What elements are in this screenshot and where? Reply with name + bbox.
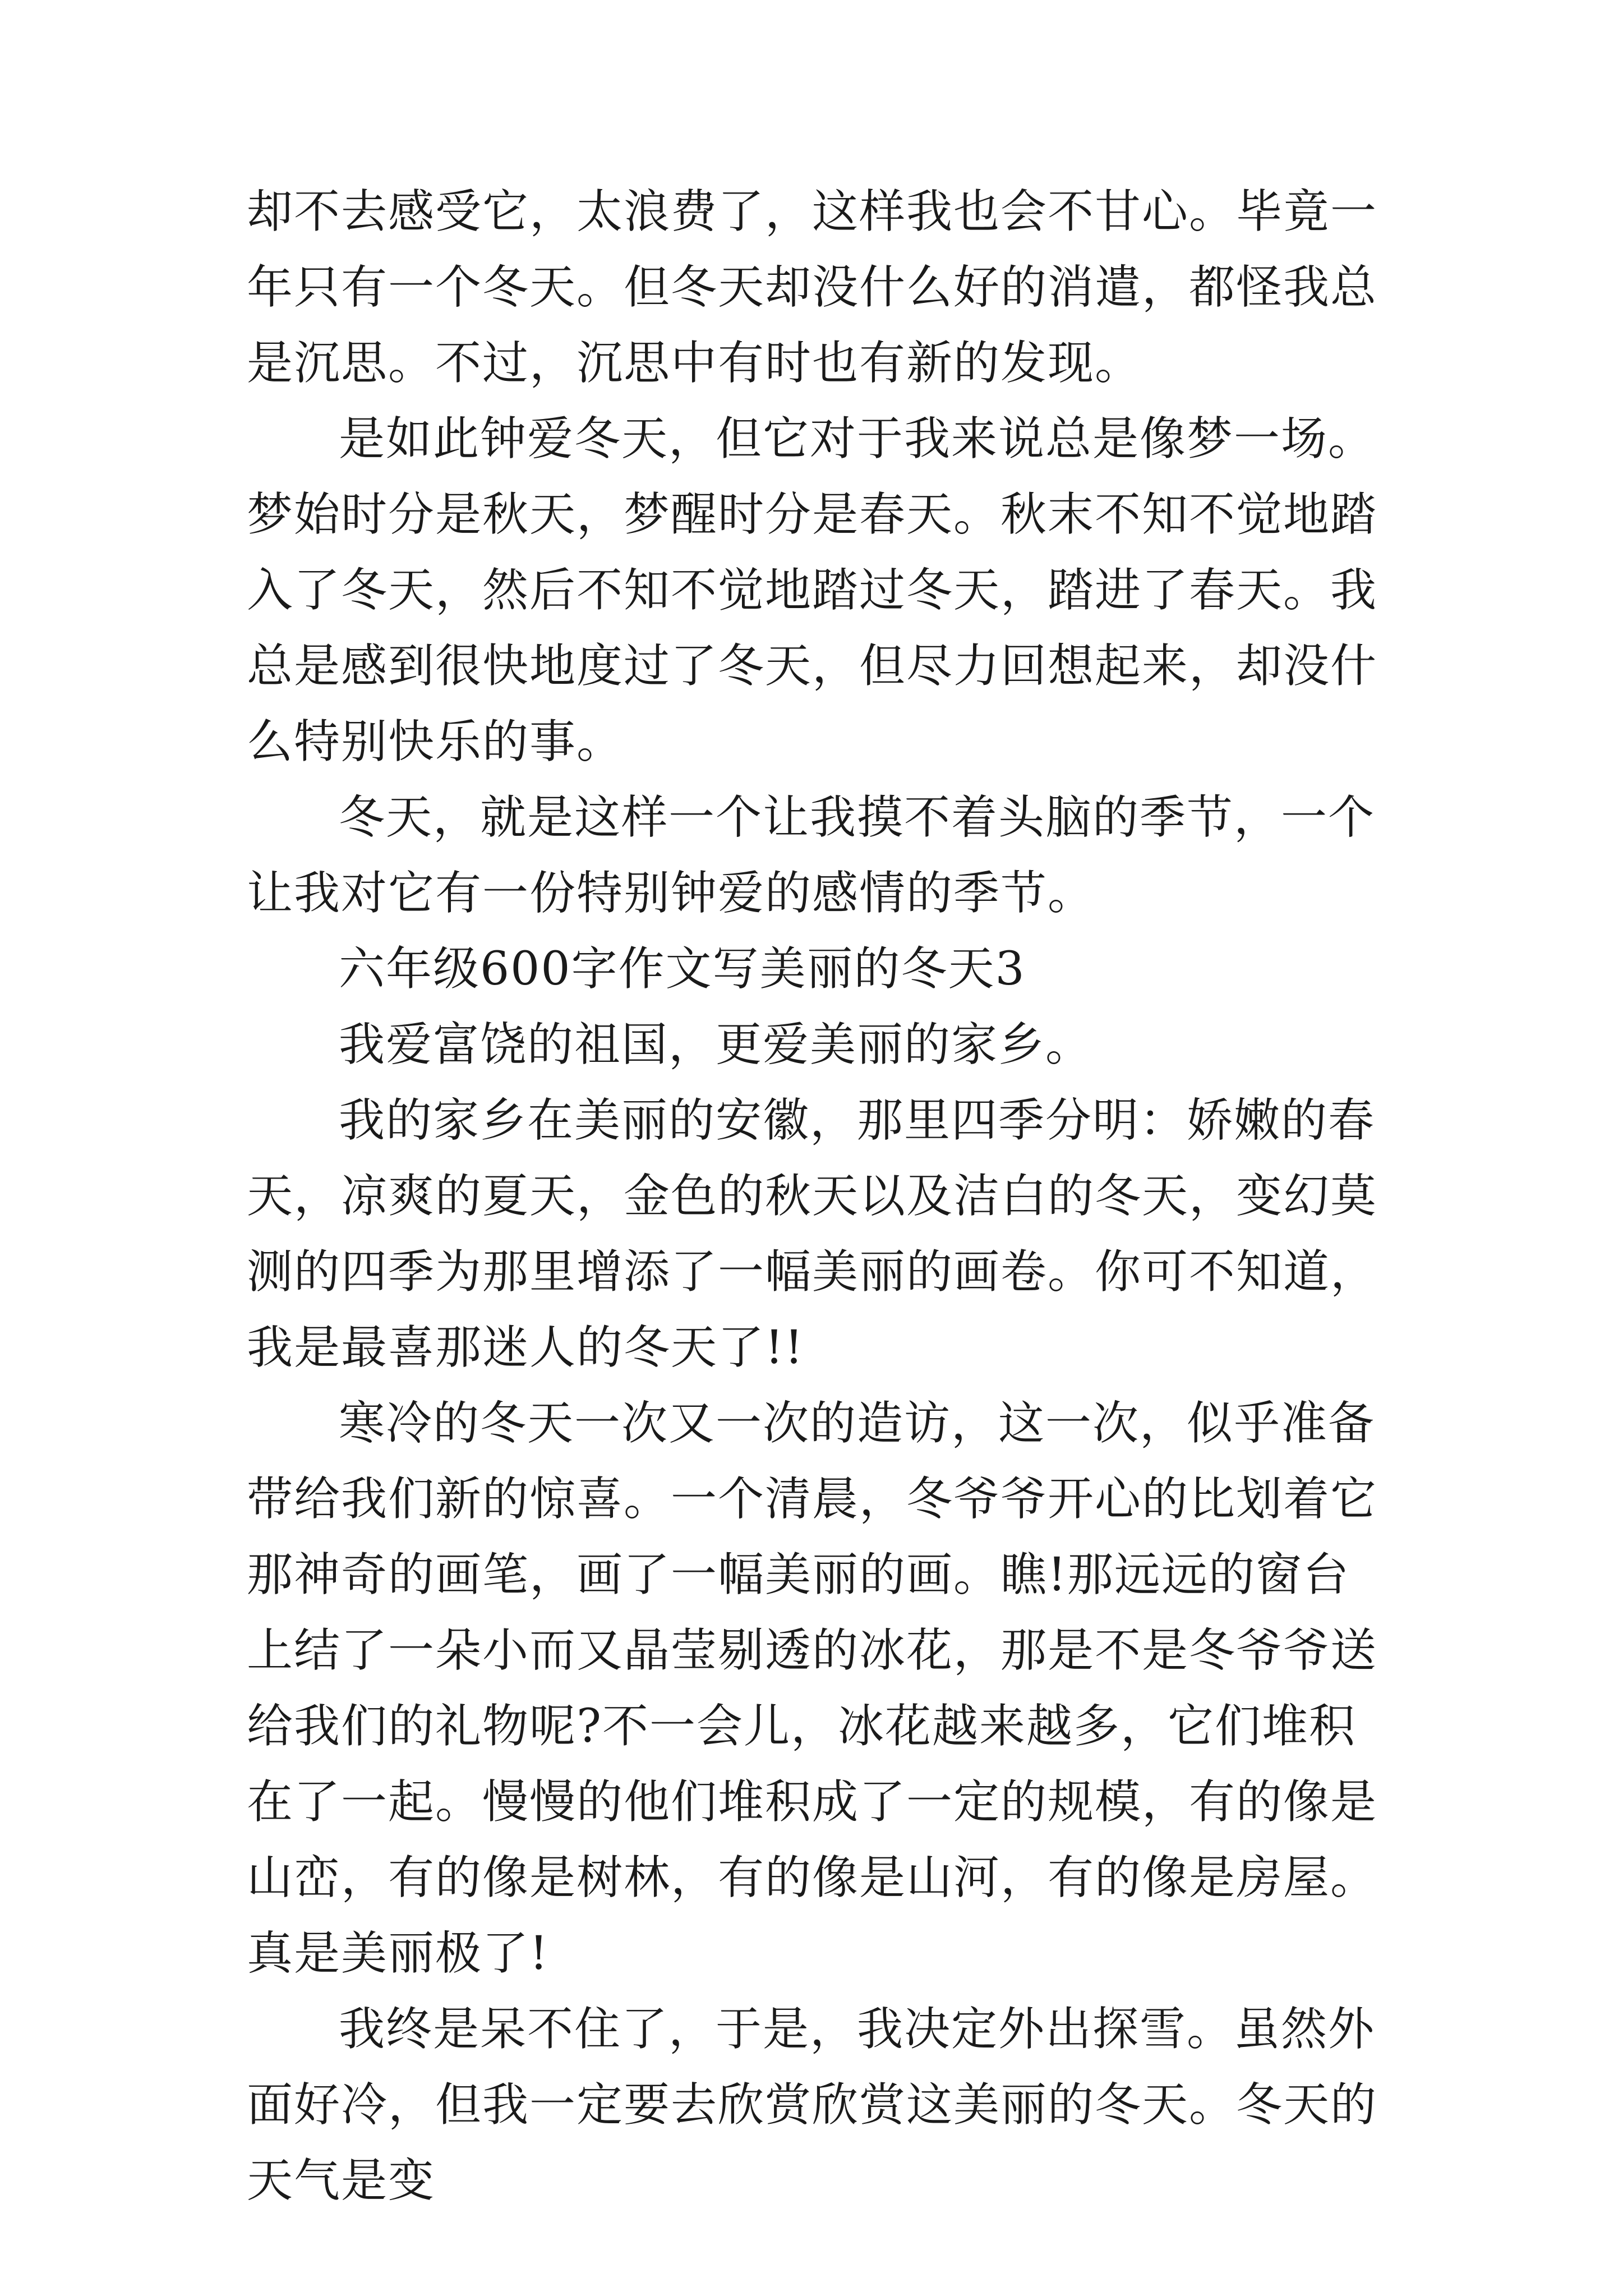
paragraph-love-hometown: 我爱富饶的祖国，更爱美丽的家乡。 <box>339 1018 1093 1071</box>
paragraph-ice-flowers: 寒冷的冬天一次又一次的造访，这一次，似乎准备带给我们新的惊喜。一个清晨，冬爷爷开心的比划着它那神奇的画笔，画了一幅美丽的画。瞧!那远远的窗台上结了一朵小而又晶莹剔透的冰花，那是不是冬爷爷送给我们的礼物呢?不一会儿，冰花越来越多，它们堆积在了一起。慢慢的他们堆积成了一定的规模，有的像是山峦，有的像是树林，有的像是山河，有的像是房屋。真是美丽极了! <box>247 1397 1378 1980</box>
paragraph-dream-of-winter: 是如此钟爱冬天，但它对于我来说总是像梦一场。梦始时分是秋天，梦醒时分是春天。秋末不知不觉地踏入了冬天，然后不知不觉地踏过冬天，踏进了春天。我总是感到很快地度过了冬天，但尽力回想起来，却没什么特别快乐的事。 <box>247 412 1378 769</box>
paragraph-continuation: 却不去感受它，太浪费了，这样我也会不甘心。毕竟一年只有一个冬天。但冬天却没什么好的消遣，都怪我总是沉思。不过，沉思中有时也有新的发现。 <box>247 185 1378 390</box>
paragraph-go-out-snow: 我终是呆不住了，于是，我决定外出探雪。虽然外面好冷，但我一定要去欣赏欣赏这美丽的冬天。冬天的天气是变 <box>247 2003 1378 2207</box>
essay-title: 六年级600字作文写美丽的冬天3 <box>339 942 1026 996</box>
paragraph-anhui-seasons: 我的家乡在美丽的安徽，那里四季分明：娇嫩的春天，凉爽的夏天，金色的秋天以及洁白的冬天，变幻莫测的四季为那里增添了一幅美丽的画卷。你可不知道，我是最喜那迷人的冬天了!! <box>247 1094 1378 1374</box>
article-body <box>247 174 1380 2219</box>
paragraph-winter-season: 冬天，就是这样一个让我摸不着头脑的季节，一个让我对它有一份特别钟爱的感情的季节。 <box>247 791 1376 920</box>
